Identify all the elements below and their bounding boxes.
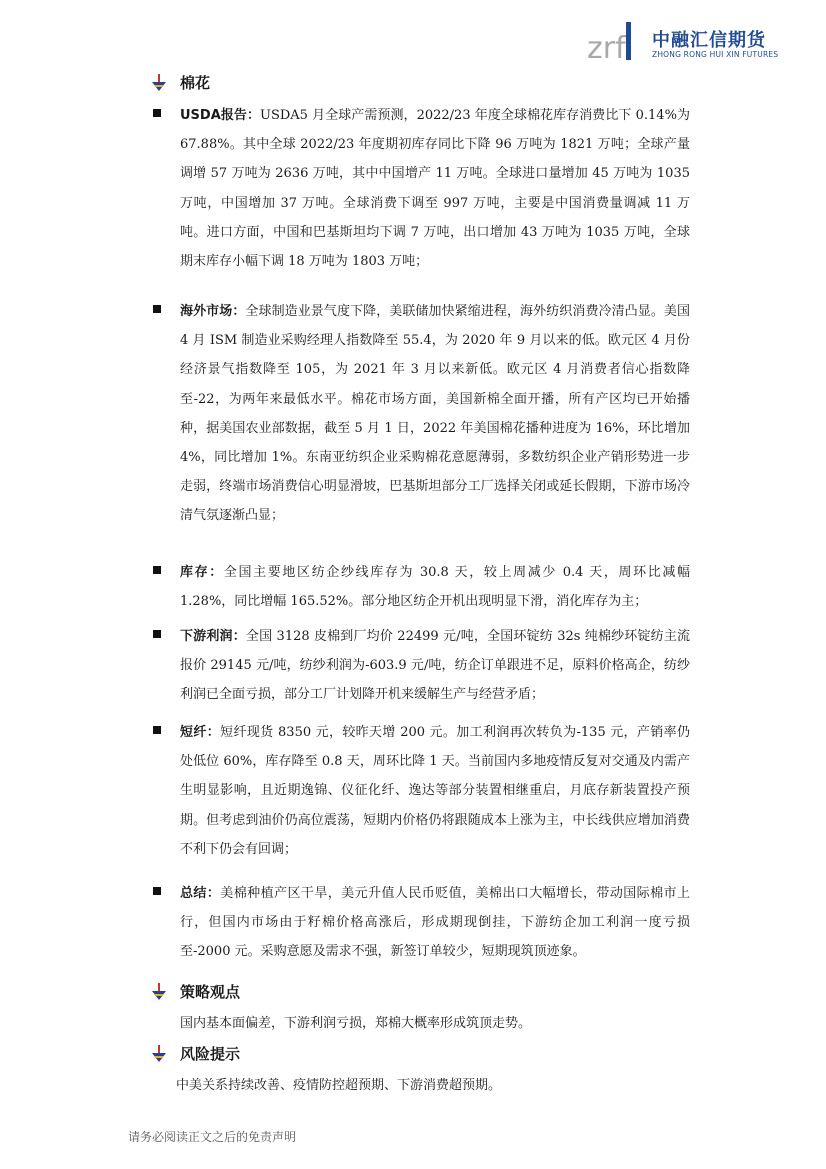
section-title-risk: 风险提示 [180, 1045, 241, 1063]
bullet-summary [150, 879, 690, 967]
section-arrow-icon [150, 983, 168, 1001]
bullet-usda-report [150, 101, 690, 276]
square-bullet-icon [153, 630, 161, 638]
bullet-label: 海外市场： [180, 304, 246, 319]
bullet-paragraph [180, 101, 690, 276]
logo-chinese-name: 中融汇信期货 [652, 30, 766, 51]
bullet-label: 下游利润： [180, 629, 246, 644]
bullet-label: 短纤： [180, 725, 221, 740]
section-title-strategy: 策略观点 [180, 983, 241, 1001]
logo-english-name: ZHONG RONG HUI XIN FUTURES [652, 50, 779, 59]
bullet-label: 库存： [180, 565, 224, 580]
square-bullet-icon [153, 726, 161, 734]
bullet-downstream-profit [150, 622, 690, 710]
logo-mark-text: zrf [587, 31, 626, 64]
square-bullet-icon [153, 566, 161, 574]
bullet-label: 总结： [180, 886, 221, 901]
zrf-logo-icon [586, 18, 648, 64]
bullet-paragraph [180, 718, 690, 864]
bullet-body: 短纤现货 8350 元，较昨天增 200 元。加工利润再次转负为-135 元，产销率仍处低位 60%，库存降至 0.8 天，周环比降 1 天。当前国内多地疫情反复对交通及内需产生明显影响，且近期逸锦、仪征化纤、逸达等部分装置相继重启，月底存新装置投产预期。但考虑到油价仍高位震荡，短期内价格仍将跟随成本上涨为主，中长线供应增加消费不利下仍会有回调； [180, 725, 690, 857]
bullet-body: 美棉种植产区干旱，美元升值人民币贬值，美棉出口大幅增长，带动国际棉市上行，但国内市场由于籽棉价格高涨后，形成期现倒挂，下游纺企加工利润一度亏损至-2000 元。采购意愿及需求不强，新签订单较少，短期现筑顶迹象。 [180, 886, 690, 960]
company-logo [586, 18, 786, 66]
bullet-paragraph [180, 879, 690, 967]
bullet-inventory [150, 558, 690, 616]
bullet-label: USDA报告： [180, 108, 260, 123]
bullet-overseas-market [150, 297, 690, 531]
risk-text: 中美关系持续改善、疫情防控超预期、下游消费超预期。 [176, 1078, 502, 1093]
bullet-staple-fiber [150, 718, 690, 864]
section-arrow-icon [150, 1045, 168, 1063]
square-bullet-icon [153, 887, 161, 895]
footer-disclaimer: 请务必阅读正文之后的免责声明 [128, 1130, 297, 1144]
square-bullet-icon [153, 109, 161, 117]
square-bullet-icon [153, 305, 161, 313]
strategy-text: 国内基本面偏差，下游利润亏损，郑棉大概率形成筑顶走势。 [180, 1016, 532, 1031]
bullet-paragraph [180, 622, 690, 710]
bullet-body: USDA5 月全球产需预测，2022/23 年度全球棉花库存消费比下 0.14%为 67.88%。其中全球 2022/23 年度期初库存同比下降 96 万吨为 1821 万吨；全球产量调增 57 万吨为 2636 万吨，其中中国增产 11 万吨。全球进口量增加 45 万吨为 1035 万吨，中国增加 37 万吨。全球消费下调至 997 万吨，主要是中国消费量调减 11 万吨。进口方面，中国和巴基斯坦均下调 7 万吨，出口增加 43 万吨为 1035 万吨，全球期末库存小幅下调 18 万吨为 1803 万吨； [180, 108, 690, 270]
bullet-body: 全国主要地区纺企纱线库存为 30.8 天，较上周减少 0.4 天，周环比减幅 1.28%，同比增幅 165.52%。部分地区纺企开机出现明显下滑，消化库存为主； [180, 565, 690, 610]
bullet-body: 全国 3128 皮棉到厂均价 22499 元/吨，全国环锭纺 32s 纯棉纱环锭纺主流报价 29145 元/吨，纺纱利润为-603.9 元/吨，纺企订单跟进不足，原料价格高企，纺纱利润已全面亏损，部分工厂计划降开机来缓解生产与经营矛盾； [180, 629, 690, 703]
bullet-paragraph [180, 297, 690, 531]
section-arrow-icon [150, 74, 168, 92]
section-title-cotton: 棉花 [180, 74, 211, 92]
bullet-paragraph [180, 558, 690, 616]
bullet-body: 全球制造业景气度下降，美联储加快紧缩进程，海外纺织消费冷清凸显。美国 4 月 ISM 制造业采购经理人指数降至 55.4，为 2020 年 9 月以来的低。欧元区 4 月份经济景气指数降至 105，为 2021 年 3 月以来新低。欧元区 4 月消费者信心指数降至-22，为两年来最低水平。棉花市场方面，美国新棉全面开播，所有产区均已开始播种，据美国农业部数据，截至 5 月 1 日，2022 年美国棉花播种进度为 16%，环比增加 4%，同比增加 1%。东南亚纺织企业采购棉花意愿薄弱，多数纺织企业产销形势进一步走弱，终端市场消费信心明显滑坡，巴基斯坦部分工厂选择关闭或延长假期，下游市场冷清气氛逐渐凸显； [180, 304, 690, 524]
